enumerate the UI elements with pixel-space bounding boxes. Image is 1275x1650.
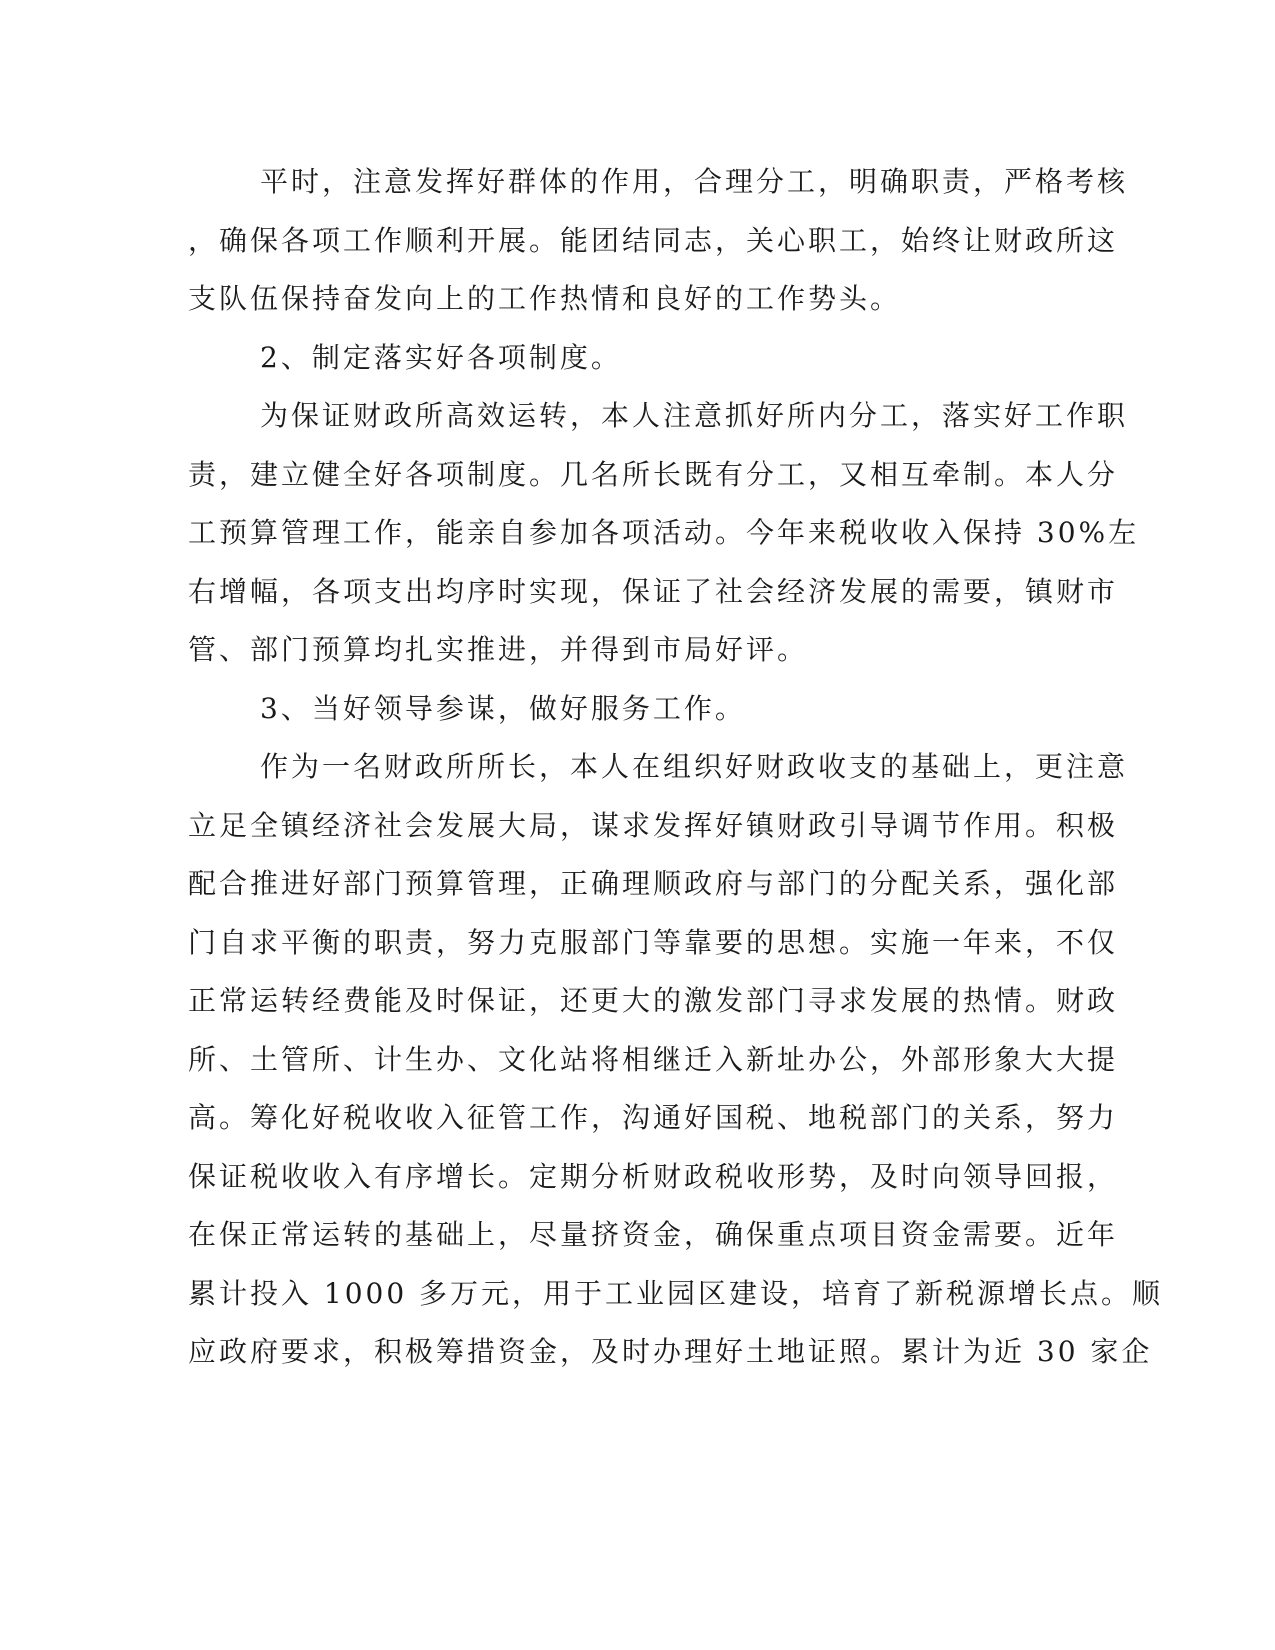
paragraph-line-9: 管、部门预算均扎实推进，并得到市局好评。 (188, 633, 809, 666)
paragraph-line-13: 配合推进好部门预算管理，正确理顺政府与部门的分配关系，强化部 (188, 867, 1119, 900)
paragraph-line-19: 在保正常运转的基础上，尽量挤资金，确保重点项目资金需要。近年 (188, 1218, 1119, 1251)
paragraph-line-8: 右增幅，各项支出均序时实现，保证了社会经济发展的需要，镇财市 (188, 575, 1119, 608)
paragraph-line-18: 保证税收收入有序增长。定期分析财政税收形势，及时向领导回报， (188, 1160, 1119, 1193)
paragraph-line-1: 平时，注意发挥好群体的作用，合理分工，明确职责，严格考核 (260, 165, 1129, 198)
section-heading-2: 2、制定落实好各项制度。 (260, 341, 622, 374)
paragraph-line-21: 应政府要求，积极筹措资金，及时办理好土地证照。累计为近 30 家企 (188, 1335, 1153, 1368)
paragraph-line-15: 正常运转经费能及时保证，还更大的激发部门寻求发展的热情。财政 (188, 984, 1119, 1017)
paragraph-line-12: 立足全镇经济社会发展大局，谋求发挥好镇财政引导调节作用。积极 (188, 809, 1119, 842)
paragraph-line-17: 高。筹化好税收收入征管工作，沟通好国税、地税部门的关系，努力 (188, 1101, 1119, 1134)
paragraph-line-20: 累计投入 1000 多万元，用于工业园区建设，培育了新税源增长点。顺 (188, 1277, 1164, 1310)
paragraph-line-11: 作为一名财政所所长，本人在组织好财政收支的基础上，更注意 (260, 750, 1129, 783)
paragraph-line-2: ，确保各项工作顺利开展。能团结同志，关心职工，始终让财政所这 (188, 224, 1119, 257)
paragraph-line-14: 门自求平衡的职责，努力克服部门等靠要的思想。实施一年来，不仅 (188, 926, 1119, 959)
paragraph-line-7: 工预算管理工作，能亲自参加各项活动。今年来税收收入保持 30%左 (188, 516, 1140, 549)
paragraph-line-5: 为保证财政所高效运转，本人注意抓好所内分工，落实好工作职 (260, 399, 1129, 432)
section-heading-3: 3、当好领导参谋，做好服务工作。 (260, 692, 746, 725)
paragraph-line-6: 责，建立健全好各项制度。几名所长既有分工，又相互牵制。本人分 (188, 458, 1119, 491)
paragraph-line-16: 所、土管所、计生办、文化站将相继迁入新址办公，外部形象大大提 (188, 1043, 1119, 1076)
paragraph-line-3: 支队伍保持奋发向上的工作热情和良好的工作势头。 (188, 282, 902, 315)
